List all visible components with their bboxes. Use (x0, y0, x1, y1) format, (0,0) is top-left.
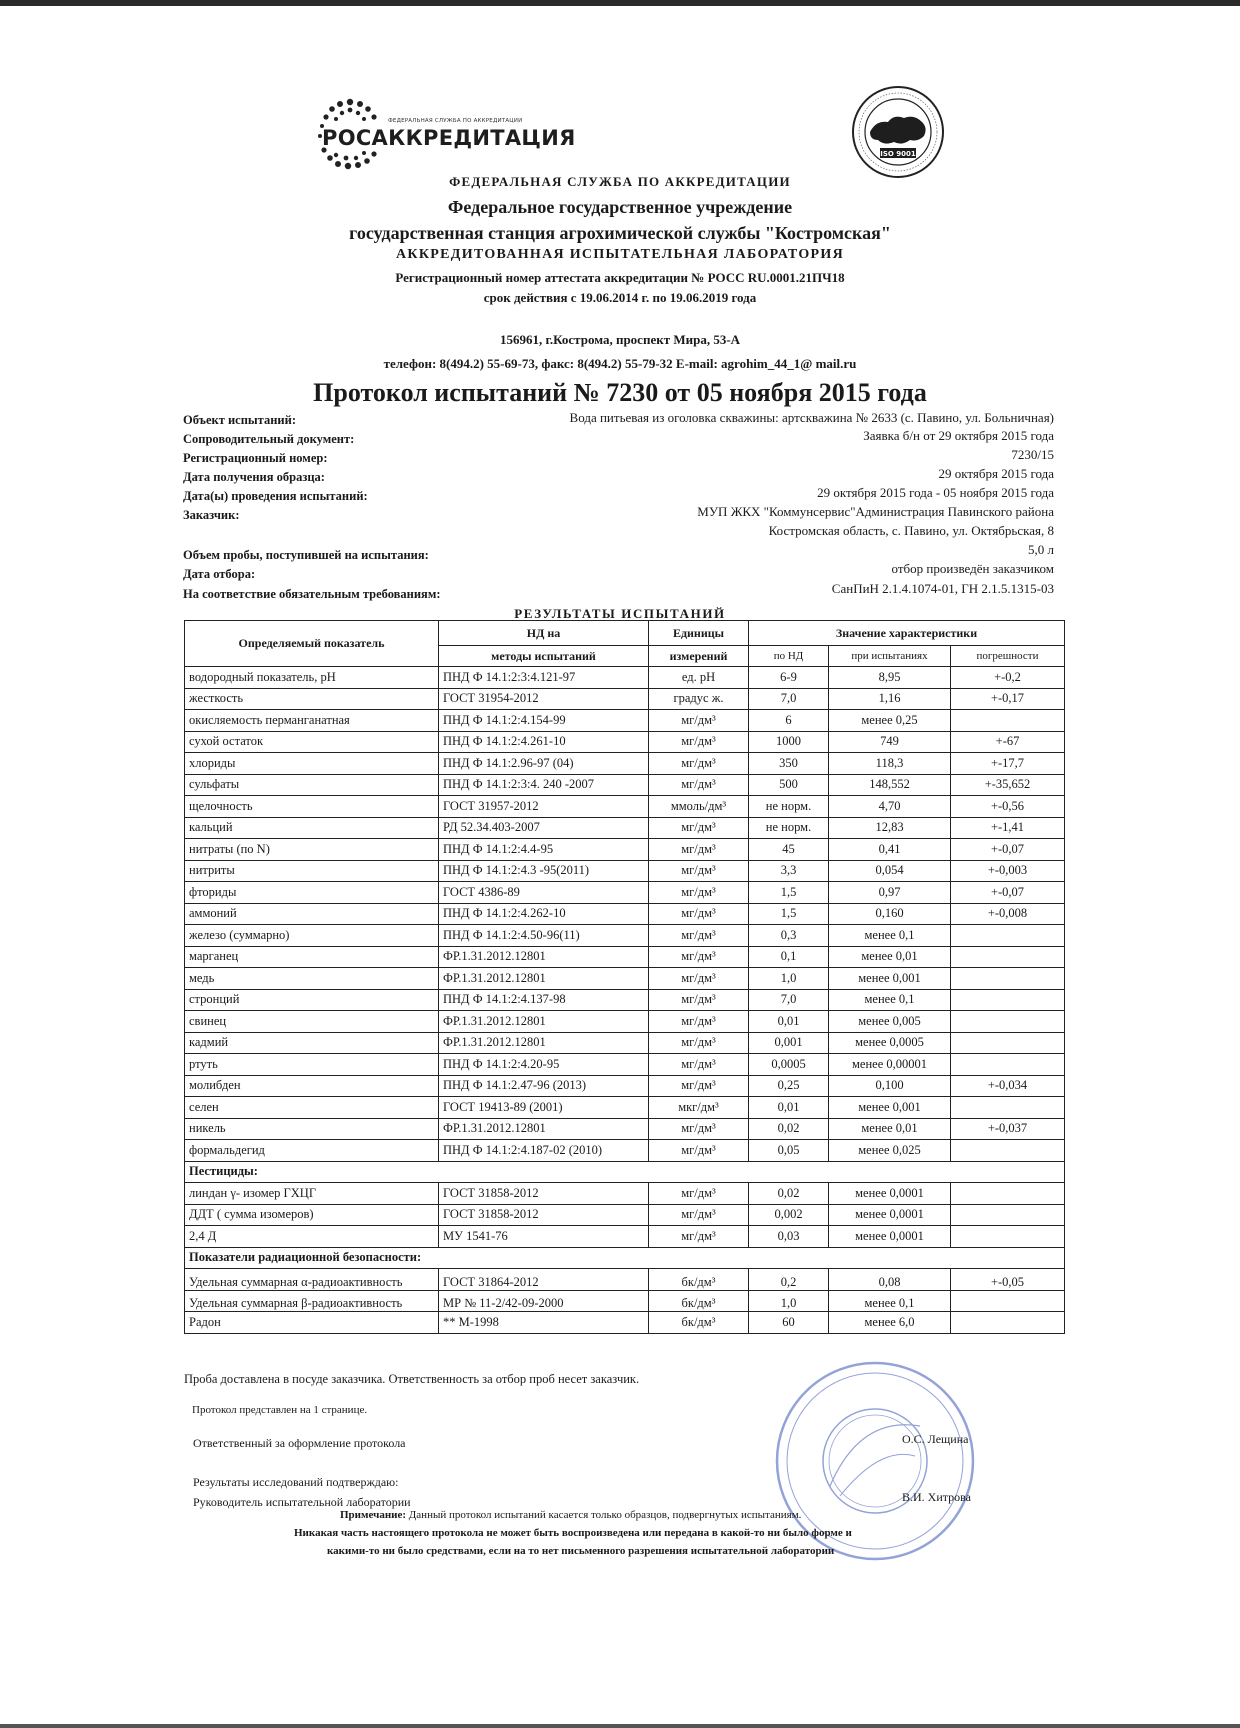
unit: ммоль/дм³ (649, 796, 749, 818)
unit: бк/дм³ (649, 1312, 749, 1334)
test-value: 0,160 (829, 903, 951, 925)
table-row (185, 1097, 1065, 1119)
unit: мг/дм³ (649, 925, 749, 947)
unit: ед. pH (649, 667, 749, 689)
test-value: 0,97 (829, 882, 951, 904)
nd-method: ГОСТ 31864-2012 (439, 1269, 649, 1291)
table-row (185, 1054, 1065, 1076)
nd-method: ФР.1.31.2012.12801 (439, 1011, 649, 1033)
unit: мг/дм³ (649, 839, 749, 861)
test-value: 4,70 (829, 796, 951, 818)
table-row (185, 1312, 1065, 1334)
col-header-norm: по НД (749, 646, 829, 667)
error-value (951, 1226, 1065, 1248)
param-name: стронций (185, 989, 439, 1011)
test-value: 1,16 (829, 688, 951, 710)
rosaccreditation-logo (312, 92, 576, 176)
meta-value: 29 октября 2015 года (938, 466, 1054, 481)
nd-method: ГОСТ 31957-2012 (439, 796, 649, 818)
error-value (951, 710, 1065, 732)
nd-method: ПНД Ф 14.1:2:3:4. 240 -2007 (439, 774, 649, 796)
param-name: ртуть (185, 1054, 439, 1076)
results-main-rows (185, 667, 1065, 1162)
error-value: +-0,05 (951, 1269, 1065, 1291)
nd-method: ПНД Ф 14.1:2:4.3 -95(2011) (439, 860, 649, 882)
error-value: +-0,07 (951, 882, 1065, 904)
norm-value: не норм. (749, 796, 829, 818)
scan-edge (0, 1724, 1240, 1728)
nd-method: ПНД Ф 14.1:2:4.187-02 (2010) (439, 1140, 649, 1162)
logo-caption: ФЕДЕРАЛЬНАЯ СЛУЖБА ПО АККРЕДИТАЦИИ (388, 118, 523, 124)
unit: мг/дм³ (649, 1032, 749, 1054)
norm-value: 0,3 (749, 925, 829, 947)
error-value: +-0,17 (951, 688, 1065, 710)
param-name: Удельная суммарная α-радиоактивность (185, 1269, 439, 1291)
test-value: 8,95 (829, 667, 951, 689)
nd-method: ПНД Ф 14.1:2:4.261-10 (439, 731, 649, 753)
param-name: сульфаты (185, 774, 439, 796)
unit: мг/дм³ (649, 1118, 749, 1140)
meta-value: 5,0 л (1028, 542, 1054, 557)
meta-value: Заявка б/н от 29 октября 2015 года (863, 428, 1054, 443)
header-contacts: телефон: 8(494.2) 55-69-73, факс: 8(494.2) 55-79-32 E-mail: agrohim_44_1@ mail.ru (383, 356, 857, 371)
test-value: 0,054 (829, 860, 951, 882)
nd-method: ФР.1.31.2012.12801 (439, 1118, 649, 1140)
nd-method: ПНД Ф 14.1:2.47-96 (2013) (439, 1075, 649, 1097)
protocol-title: Протокол испытаний № 7230 от 05 ноября 2015 года (313, 378, 927, 407)
table-row (185, 1183, 1065, 1205)
table-row (185, 1269, 1065, 1291)
meta-label: Объем пробы, поступившей на испытания: (183, 548, 429, 562)
param-name: сухой остаток (185, 731, 439, 753)
nd-method: ГОСТ 31858-2012 (439, 1204, 649, 1226)
error-value (951, 1054, 1065, 1076)
norm-value: 7,0 (749, 688, 829, 710)
header-service: ФЕДЕРАЛЬНАЯ СЛУЖБА ПО АККРЕДИТАЦИИ (449, 174, 791, 189)
norm-value: 0,01 (749, 1097, 829, 1119)
table-row (185, 1226, 1065, 1248)
error-value (951, 1011, 1065, 1033)
norm-value: 0,03 (749, 1226, 829, 1248)
param-name: селен (185, 1097, 439, 1119)
unit: мг/дм³ (649, 1011, 749, 1033)
meta-value: Костромская область, с. Павино, ул. Октябрьская, 8 (768, 523, 1054, 538)
nd-method: ФР.1.31.2012.12801 (439, 968, 649, 990)
error-value: +-1,41 (951, 817, 1065, 839)
table-row (185, 1118, 1065, 1140)
param-name: молибден (185, 1075, 439, 1097)
norm-value: 0,1 (749, 946, 829, 968)
error-value (951, 1097, 1065, 1119)
table-row (185, 796, 1065, 818)
norm-value: 1,0 (749, 1290, 829, 1312)
norm-value: 500 (749, 774, 829, 796)
unit: мг/дм³ (649, 1183, 749, 1205)
norm-value: 1,5 (749, 903, 829, 925)
test-value: 0,100 (829, 1075, 951, 1097)
param-name: линдан γ- изомер ГХЦГ (185, 1183, 439, 1205)
norm-value: 0,0005 (749, 1054, 829, 1076)
meta-value: 29 октября 2015 года - 05 ноября 2015 года (817, 485, 1054, 500)
error-value: +-0,008 (951, 903, 1065, 925)
header-org-line2: государственная станция агрохимической службы "Костромская" (349, 223, 891, 243)
col-header-unit-sub: измерений (649, 646, 749, 667)
unit: мг/дм³ (649, 860, 749, 882)
nd-method: ** М-1998 (439, 1312, 649, 1334)
table-row (185, 989, 1065, 1011)
unit: мг/дм³ (649, 1140, 749, 1162)
param-name: окисляемость перманганатная (185, 710, 439, 732)
test-value: менее 0,00001 (829, 1054, 951, 1076)
meta-label: Заказчик: (183, 508, 240, 522)
note-line-1 (340, 1509, 801, 1521)
table-row (185, 882, 1065, 904)
test-value: 148,552 (829, 774, 951, 796)
error-value: +-0,2 (951, 667, 1065, 689)
test-value: менее 0,1 (829, 1290, 951, 1312)
test-value: менее 0,0001 (829, 1183, 951, 1205)
table-row (185, 1140, 1065, 1162)
col-header-unit: Единицы (649, 621, 749, 646)
table-row (185, 667, 1065, 689)
note-label: Примечание: (340, 1509, 407, 1521)
test-value: менее 0,0001 (829, 1226, 951, 1248)
error-value: +-17,7 (951, 753, 1065, 775)
param-name: Радон (185, 1312, 439, 1334)
nd-method: ПНД Ф 14.1:2:4.154-99 (439, 710, 649, 732)
table-row (185, 753, 1065, 775)
sample-note: Проба доставлена в посуде заказчика. Ответственность за отбор проб несет заказчик. (184, 1372, 640, 1386)
error-value: +-0,003 (951, 860, 1065, 882)
param-name: нитриты (185, 860, 439, 882)
unit: бк/дм³ (649, 1269, 749, 1291)
test-value: менее 0,0001 (829, 1204, 951, 1226)
unit: бк/дм³ (649, 1290, 749, 1312)
meta-label: На соответствие обязательным требованиям: (183, 587, 441, 601)
unit: мг/дм³ (649, 731, 749, 753)
col-header-nd-sub: методы испытаний (439, 646, 649, 667)
nd-method: МУ 1541-76 (439, 1226, 649, 1248)
logo-wordmark: РОСАККРЕДИТАЦИЯ (322, 126, 576, 150)
norm-value: 0,01 (749, 1011, 829, 1033)
nd-method: ГОСТ 31858-2012 (439, 1183, 649, 1205)
test-value: менее 0,01 (829, 946, 951, 968)
norm-value: 45 (749, 839, 829, 861)
meta-value: 7230/15 (1011, 447, 1054, 462)
param-name: никель (185, 1118, 439, 1140)
param-name: нитраты (по N) (185, 839, 439, 861)
meta-value: Вода питьевая из оголовка скважины: артскважина № 2633 (с. Павино, ул. Больничная) (569, 410, 1054, 425)
norm-value: 1,5 (749, 882, 829, 904)
unit: мг/дм³ (649, 882, 749, 904)
table-row (185, 731, 1065, 753)
seal-text: ISO 9001 (880, 150, 916, 158)
meta-label: Объект испытаний: (183, 413, 296, 427)
meta-value: отбор произведён заказчиком (891, 561, 1054, 576)
test-value: 118,3 (829, 753, 951, 775)
table-row (185, 839, 1065, 861)
unit: мг/дм³ (649, 968, 749, 990)
nd-method: ПНД Ф 14.1:2:4.137-98 (439, 989, 649, 1011)
col-header-test: при испытаниях (829, 646, 951, 667)
param-name: аммоний (185, 903, 439, 925)
col-header-param: Определяемый показатель (185, 621, 439, 667)
test-value: менее 0,005 (829, 1011, 951, 1033)
header-org-line1: Федеральное государственное учреждение (447, 197, 793, 217)
results-radiation-rows (185, 1269, 1065, 1334)
responsible-name: О.С. Лещина (902, 1432, 969, 1446)
norm-value: 6 (749, 710, 829, 732)
param-name: марганец (185, 946, 439, 968)
unit: градус ж. (649, 688, 749, 710)
table-row (185, 1290, 1065, 1312)
error-value (951, 1140, 1065, 1162)
nd-method: ПНД Ф 14.1:2.96-97 (04) (439, 753, 649, 775)
col-header-nd: НД на (439, 621, 649, 646)
unit: мг/дм³ (649, 753, 749, 775)
norm-value: 0,05 (749, 1140, 829, 1162)
table-row (185, 1204, 1065, 1226)
test-value: 0,41 (829, 839, 951, 861)
results-pesticide-rows (185, 1183, 1065, 1248)
table-row (185, 1011, 1065, 1033)
scan-edge (0, 0, 1240, 6)
error-value (951, 946, 1065, 968)
meta-label: Регистрационный номер: (183, 451, 328, 465)
norm-value: 1000 (749, 731, 829, 753)
header-validity: срок действия с 19.06.2014 г. по 19.06.2019 года (483, 290, 757, 305)
error-value (951, 968, 1065, 990)
nd-method: ПНД Ф 14.1:2:4.262-10 (439, 903, 649, 925)
param-name: ДДТ ( сумма изомеров) (185, 1204, 439, 1226)
norm-value: 0,001 (749, 1032, 829, 1054)
nd-method: ГОСТ 4386-89 (439, 882, 649, 904)
param-name: жесткость (185, 688, 439, 710)
error-value (951, 989, 1065, 1011)
norm-value: 0,002 (749, 1204, 829, 1226)
param-name: железо (суммарно) (185, 925, 439, 947)
meta-label: Дата(ы) проведения испытаний: (183, 489, 368, 503)
param-name: свинец (185, 1011, 439, 1033)
head-name: В.И. Хитрова (902, 1490, 971, 1504)
iso-seal-logo (850, 84, 946, 180)
responsible-label: Ответственный за оформление протокола (193, 1436, 406, 1450)
nd-method: ГОСТ 31954-2012 (439, 688, 649, 710)
error-value (951, 1290, 1065, 1312)
error-value: +-0,07 (951, 839, 1065, 861)
norm-value: 60 (749, 1312, 829, 1334)
pages-note: Протокол представлен на 1 странице. (192, 1404, 368, 1416)
param-name: хлориды (185, 753, 439, 775)
error-value (951, 1183, 1065, 1205)
unit: мг/дм³ (649, 903, 749, 925)
unit: мг/дм³ (649, 817, 749, 839)
test-value: менее 6,0 (829, 1312, 951, 1334)
note-line-3: какими-то ни было средствами, если на то нет письменного разрешения испытательной лаборатории (327, 1545, 835, 1557)
table-row (185, 817, 1065, 839)
meta-label: Сопроводительный документ: (183, 432, 355, 446)
test-value: менее 0,25 (829, 710, 951, 732)
col-header-err: погрешности (951, 646, 1065, 667)
russia-map-seal-icon (850, 84, 946, 180)
results-table (184, 620, 1065, 1334)
param-name: 2,4 Д (185, 1226, 439, 1248)
table-row (185, 1075, 1065, 1097)
error-value (951, 1204, 1065, 1226)
header-lab: АККРЕДИТОВАННАЯ ИСПЫТАТЕЛЬНАЯ ЛАБОРАТОРИЯ (395, 247, 844, 262)
norm-value: не норм. (749, 817, 829, 839)
section-radiation: Показатели радиационной безопасности: (185, 1247, 1065, 1269)
confirm-label: Результаты исследований подтверждаю: (193, 1475, 399, 1489)
nd-method: ГОСТ 19413-89 (2001) (439, 1097, 649, 1119)
table-row (185, 1032, 1065, 1054)
meta-label: Дата отбора: (183, 567, 256, 581)
unit: мг/дм³ (649, 1226, 749, 1248)
error-value (951, 1312, 1065, 1334)
meta-value: СанПиН 2.1.4.1074-01, ГН 2.1.5.1315-03 (831, 581, 1054, 596)
test-value: менее 0,1 (829, 925, 951, 947)
norm-value: 0,02 (749, 1118, 829, 1140)
unit: мг/дм³ (649, 710, 749, 732)
test-value: менее 0,001 (829, 1097, 951, 1119)
norm-value: 7,0 (749, 989, 829, 1011)
unit: мг/дм³ (649, 946, 749, 968)
test-value: 749 (829, 731, 951, 753)
norm-value: 0,2 (749, 1269, 829, 1291)
table-row (185, 774, 1065, 796)
unit: мг/дм³ (649, 1054, 749, 1076)
table-row (185, 710, 1065, 732)
norm-value: 3,3 (749, 860, 829, 882)
table-row (185, 946, 1065, 968)
norm-value: 6-9 (749, 667, 829, 689)
error-value (951, 1032, 1065, 1054)
col-header-value: Значение характеристики (749, 621, 1065, 646)
meta-value: МУП ЖКХ "Коммунсервис"Администрация Павинского района (697, 504, 1054, 519)
param-name: медь (185, 968, 439, 990)
test-value: менее 0,1 (829, 989, 951, 1011)
note-text-1: Данный протокол испытаний касается только образцов, подвергнутых испытаниям. (408, 1509, 802, 1521)
nd-method: ПНД Ф 14.1:2:4.4-95 (439, 839, 649, 861)
table-row (185, 903, 1065, 925)
unit: мг/дм³ (649, 774, 749, 796)
nd-method: ПНД Ф 14.1:2:3:4.121-97 (439, 667, 649, 689)
nd-method: РД 52.34.403-2007 (439, 817, 649, 839)
error-value: +-35,652 (951, 774, 1065, 796)
param-name: водородный показатель, pH (185, 667, 439, 689)
unit: мг/дм³ (649, 1204, 749, 1226)
nd-method: ФР.1.31.2012.12801 (439, 946, 649, 968)
norm-value: 1,0 (749, 968, 829, 990)
meta-label: Дата получения образца: (183, 470, 325, 484)
table-row (185, 968, 1065, 990)
table-row (185, 688, 1065, 710)
table-row (185, 860, 1065, 882)
param-name: щелочность (185, 796, 439, 818)
param-name: Удельная суммарная β-радиоактивность (185, 1290, 439, 1312)
results-heading: РЕЗУЛЬТАТЫ ИСПЫТАНИЙ (514, 606, 726, 621)
test-value: 0,08 (829, 1269, 951, 1291)
error-value: +-0,034 (951, 1075, 1065, 1097)
head-label: Руководитель испытательной лаборатории (193, 1495, 411, 1509)
param-name: фториды (185, 882, 439, 904)
error-value: +-0,56 (951, 796, 1065, 818)
error-value: +-67 (951, 731, 1065, 753)
norm-value: 0,02 (749, 1183, 829, 1205)
norm-value: 0,25 (749, 1075, 829, 1097)
header-reg-number: Регистрационный номер аттестата аккредитации № РОСС RU.0001.21ПЧ18 (395, 270, 845, 285)
test-value: менее 0,025 (829, 1140, 951, 1162)
table-row (185, 925, 1065, 947)
param-name: кадмий (185, 1032, 439, 1054)
param-name: кальций (185, 817, 439, 839)
unit: мг/дм³ (649, 1075, 749, 1097)
error-value: +-0,037 (951, 1118, 1065, 1140)
test-value: 12,83 (829, 817, 951, 839)
test-value: менее 0,001 (829, 968, 951, 990)
nd-method: ПНД Ф 14.1:2:4.20-95 (439, 1054, 649, 1076)
test-value: менее 0,0005 (829, 1032, 951, 1054)
norm-value: 350 (749, 753, 829, 775)
nd-method: МР № 11-2/42-09-2000 (439, 1290, 649, 1312)
note-line-2: Никакая часть настоящего протокола не может быть воспроизведена или передана в какой-то ни было форме и (294, 1527, 852, 1539)
error-value (951, 925, 1065, 947)
nd-method: ФР.1.31.2012.12801 (439, 1032, 649, 1054)
nd-method: ПНД Ф 14.1:2:4.50-96(11) (439, 925, 649, 947)
unit: мг/дм³ (649, 989, 749, 1011)
section-pesticides: Пестициды: (185, 1161, 1065, 1183)
test-value: менее 0,01 (829, 1118, 951, 1140)
unit: мкг/дм³ (649, 1097, 749, 1119)
param-name: формальдегид (185, 1140, 439, 1162)
header-address: 156961, г.Кострома, проспект Мира, 53-А (499, 332, 741, 347)
